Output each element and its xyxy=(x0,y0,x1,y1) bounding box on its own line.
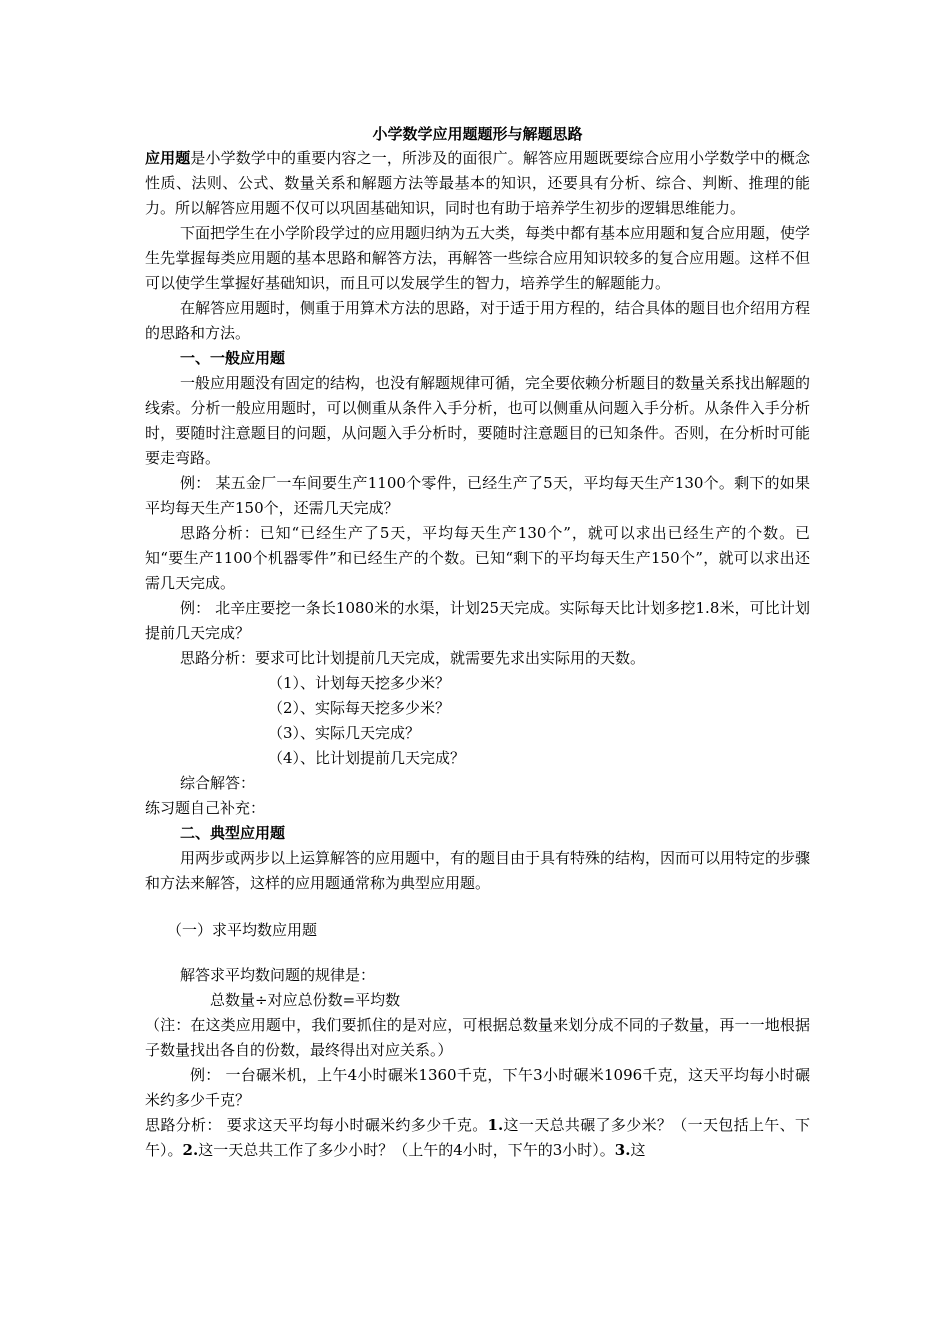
section1-example1: 例： 某五金厂一车间要生产1100个零件，已经生产了5天，平均每天生产130个。剩下的如果平均每天生产150个，还需几天完成？ xyxy=(145,474,810,517)
section2-description: 用两步或两步以上运算解答的应用题中，有的题目由于具有特殊的结构，因而可以用特定的步骤和方法来解答，这样的应用题通常称为典型应用题。 xyxy=(145,849,811,892)
practice-label: 练习题自己补充： xyxy=(145,799,266,817)
average-formula: 总数量÷对应总份数=平均数 xyxy=(210,991,401,1009)
classification-paragraph: 下面把学生在小学阶段学过的应用题归纳为五大类，每类中都有基本应用题和复合应用题，使学生先掌握每类应用题的基本思路和解答方法，再解答一些综合应用知识较多的复合应用题。这样不但可以使学生掌握好基础知识，而且可以发展学生的智力，培养学生的解题能力。 xyxy=(145,224,811,292)
combined-answer-label: 综合解答： xyxy=(180,774,256,792)
intro-lead-term: 应用题 xyxy=(145,149,191,167)
document-page xyxy=(145,124,810,1163)
subsection-average-heading: （一）求平均数应用题 xyxy=(167,921,318,939)
step-item: （2）、实际每天挖多少米？ xyxy=(268,699,451,717)
document-title: 小学数学应用题题形与解题思路 xyxy=(372,125,583,143)
section2-heading: 二、典型应用题 xyxy=(180,824,286,842)
section1-analysis1: 思路分析：已知“已经生产了5天，平均每天生产130个”，就可以求出已经生产的个数。已知“要生产1100个机器零件”和已经生产的个数。已知“剩下的平均每天生产150个”，就可以求出还需几天完成。 xyxy=(145,524,810,592)
section1-example2: 例： 北辛庄要挖一条长1080米的水渠，计划25天完成。实际每天比计划多挖1.8米，可比计划提前几天完成？ xyxy=(145,599,810,642)
average-example: 例： 一台碾米机，上午4小时碾米1360千克，下午3小时碾米1096千克，这天平均每小时碾米约多少千克？ xyxy=(145,1066,810,1109)
average-analysis: 思路分析： 要求这天平均每小时碾米约多少千克。1.这一天总共碾了多少米？（一天包括上午、下午）。2.这一天总共工作了多少小时？（上午的4小时，下午的3小时）。3.这 xyxy=(145,1116,810,1159)
section1-heading: 一、一般应用题 xyxy=(180,349,286,367)
section1-analysis2: 思路分析：要求可比计划提前几天完成，就需要先求出实际用的天数。 xyxy=(180,649,646,667)
step-item: （3）、实际几天完成？ xyxy=(268,724,421,742)
rule-intro: 解答求平均数问题的规律是： xyxy=(180,966,376,984)
method-paragraph: 在解答应用题时，侧重于用算术方法的思路，对于适于用方程的，结合具体的题目也介绍用方程的思路和方法。 xyxy=(145,299,811,342)
step-item: （1）、计划每天挖多少米？ xyxy=(268,674,451,692)
step-item: （4）、比计划提前几天完成？ xyxy=(268,749,466,767)
section1-description: 一般应用题没有固定的结构，也没有解题规律可循，完全要依赖分析题目的数量关系找出解题的线索。分析一般应用题时，可以侧重从条件入手分析，也可以侧重从问题入手分析。从条件入手分析时，要随时注意题目的问题，从问题入手分析时，要随时注意题目的已知条件。否则，在分析时可能要走弯路。 xyxy=(145,374,811,467)
note-paragraph: （注：在这类应用题中，我们要抓住的是对应，可根据总数量来划分成不同的子数量，再一一地根据子数量找出各自的份数，最终得出对应关系。） xyxy=(145,1016,810,1059)
intro-text: 是小学数学中的重要内容之一，所涉及的面很广。解答应用题既要综合应用小学数学中的概念性质、法则、公式、数量关系和解题方法等最基本的知识，还要具有分析、综合、判断、推理的能力。所以解答应用题不仅可以巩固基础知识，同时也有助于培养学生初步的逻辑思维能力。 xyxy=(145,149,810,217)
intro-paragraph xyxy=(145,146,810,221)
